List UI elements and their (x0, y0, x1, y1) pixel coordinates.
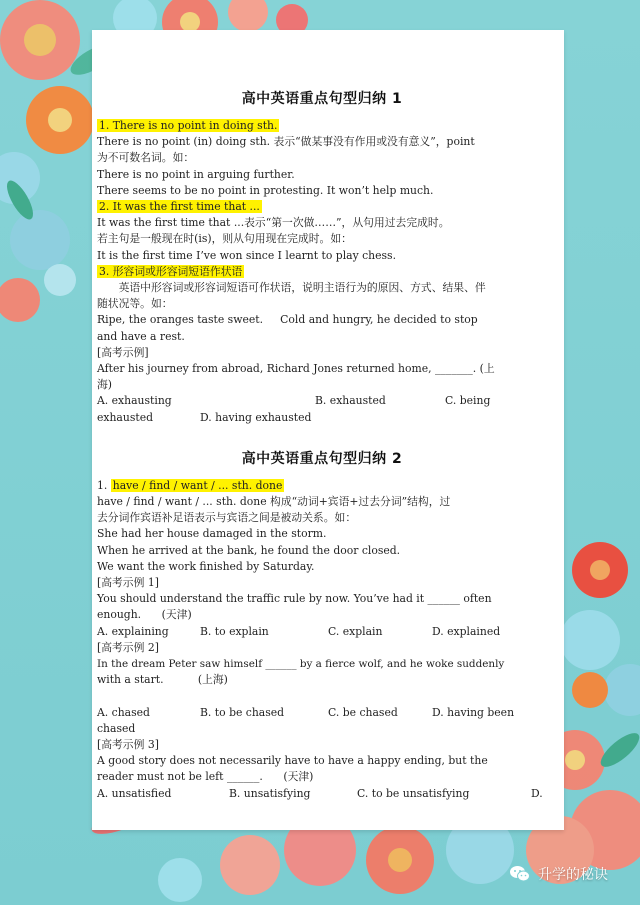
option-a: A. exhausting (97, 394, 172, 408)
section2-item1-line: When he arrived at the bank, he found the door closed. (97, 543, 401, 557)
ex2-options (97, 705, 547, 721)
ex2-option-c: C. be chased (328, 705, 398, 719)
option-c-cont: exhausted (97, 410, 154, 424)
item3-line: Ripe, the oranges taste sweet. Cold and hungry, he decided to stop (97, 313, 478, 327)
ex2-label: [高考示例 2] (97, 640, 159, 654)
item2-line: 若主句是一般现在时(is)，则从句用现在完成时。如： (97, 232, 352, 246)
ex1-label: [高考示例 1] (97, 576, 159, 590)
item1-line: There seems to be no point in protesting. It won’t help much. (97, 183, 434, 197)
ex3-option-b: B. unsatisfying (229, 786, 311, 800)
item1-heading: 1. There is no point in doing sth. (99, 119, 278, 132)
ex1-line: You should understand the traffic rule by now. You’ve had it ______ often (97, 592, 492, 606)
item2-heading: 2. It was the first time that ... (99, 200, 260, 214)
section2-item1-line: She had her house damaged in the storm. (97, 527, 327, 541)
item2-line: It was the first time that ...表示“第一次做……”，从句用过去完成时。 (97, 216, 450, 230)
ex2-option-d-cont: chased (97, 721, 136, 735)
example-line: After his journey from abroad, Richard Jones returned home, _______. (上 (97, 362, 495, 376)
section2-item1-line: have / find / want / ... sth. done 构成“动词+宾语+过去分词”结构，过 (97, 495, 451, 509)
ex3-option-c: C. to be unsatisfying (357, 786, 470, 800)
ex3-option-a: A. unsatisfied (97, 786, 172, 800)
section2-item1-heading: have / find / want / ... sth. done (112, 478, 283, 492)
item3-line: and have a rest. (97, 329, 185, 343)
ex2-option-b: B. to be chased (200, 705, 285, 719)
item3-line: 随状况等。如： (97, 297, 173, 311)
item3-heading: 3. 形容词或形容词短语作状语 (99, 264, 243, 278)
ex3-option-d: D. (531, 786, 543, 800)
watermark-text: 升学的秘诀 (538, 867, 608, 883)
ex1-option-c: C. explain (328, 624, 383, 638)
ex2-line: In the dream Peter saw himself ______ by a fierce wolf, and he woke suddenly (97, 658, 505, 671)
ex3-label: [高考示例 3] (97, 737, 159, 751)
item1-line: 为不可数名词。如： (97, 151, 195, 165)
item2-line: It is the first time I’ve won since I learnt to play chess. (97, 248, 397, 262)
option-c: C. being (445, 394, 491, 408)
item1-line: There is no point in arguing further. (97, 167, 295, 181)
item3-line: 英语中形容词或形容词短语可作状语，说明主语行为的原因、方式、结果、伴 (118, 281, 486, 295)
ex1-option-d: D. explained (432, 624, 501, 638)
example-line: 海) (97, 378, 113, 392)
ex2-line: with a start. (上海) (97, 673, 228, 687)
document-content (97, 88, 547, 802)
item1-number: 1. (97, 478, 108, 492)
ex1-option-b: B. to explain (200, 624, 269, 638)
ex3-line: reader must not be left ______. (天津) (97, 770, 314, 784)
section2-item1-line: 去分词作宾语补足语表示与宾语之间是被动关系。如： (97, 511, 357, 525)
ex3-options (97, 786, 547, 802)
example-options-cont (97, 410, 547, 426)
section2-item1-line: We want the work finished by Saturday. (97, 559, 315, 573)
watermark (508, 862, 608, 886)
option-d: D. having exhausted (200, 410, 312, 424)
option-b: B. exhausted (315, 394, 386, 408)
wechat-icon (508, 862, 532, 886)
ex2-option-d: D. having been (432, 705, 515, 719)
ex1-line: enough. (天津) (97, 608, 192, 622)
ex1-option-a: A. explaining (97, 624, 169, 638)
ex2-option-a: A. chased (97, 705, 150, 719)
section2-title: 高中英语重点句型归纳 2 (241, 450, 403, 467)
ex1-options (97, 624, 547, 640)
example-label: [高考示例] (97, 345, 149, 359)
item1-line: There is no point (in) doing sth. 表示“做某事没有作用或没有意义”，point (97, 135, 475, 149)
section1-title: 高中英语重点句型归纳 1 (241, 91, 403, 107)
ex3-line: A good story does not necessarily have to have a happy ending, but the (97, 754, 488, 768)
example-options (97, 393, 547, 409)
